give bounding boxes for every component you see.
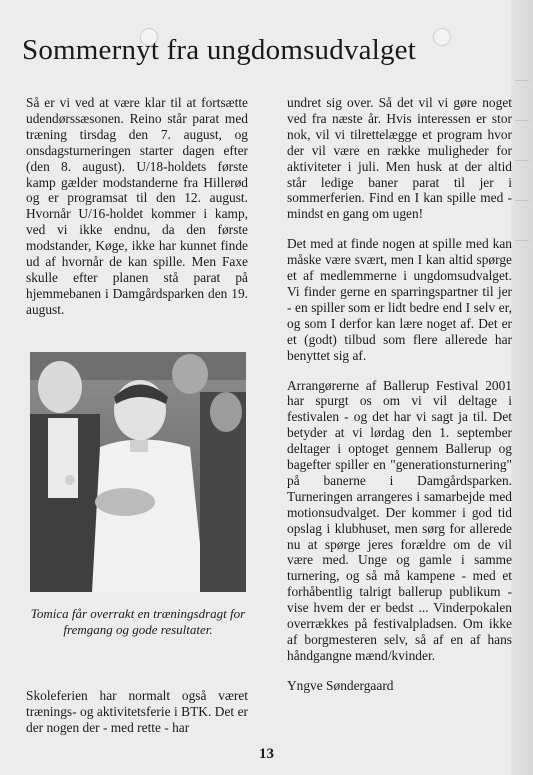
page-number: 13 (259, 746, 274, 762)
bleed-line (515, 240, 529, 241)
adjacent-page-edge (511, 0, 533, 775)
photo-caption: Tomica får overrakt en træningsdragt for fremgang og gode resultater. (30, 606, 246, 637)
bleed-line (515, 200, 529, 201)
paragraph: Så er vi ved at være klar til at fortsætte udendørssæsonen. Reino står parat med træning tirsdag den 7. august, og onsdagsturneringen starter dagen efter (den 8. august). U/18-holdets første kamp gælder modstanderne fra Hillerød og er programsat til den 12. august. Hvornår U/16-holdet kommer i kamp, ved vi ikke endnu, da den første modstander, Køge, ikke har kunnet finde ud af hvornår de kan spille. Men Faxe skulle efter planen stå parat på hjemmebanen i Damgårdsparken den 19. august. (26, 95, 248, 317)
bleed-line (515, 80, 529, 81)
photo (30, 352, 246, 592)
left-column-bottom (26, 688, 248, 736)
page-title: Sommernyt fra ungdomsudvalget (22, 34, 417, 66)
left-column (26, 95, 248, 332)
paragraph: undret sig over. Så det vil vi gøre noget ved fra næste år. Hvis interessen er stor nok, vil vi tilrettelægge et program hvor der vil være en række muligheder for aktiviteter i juli. Men husk at der altid står ledige baner parat til jer i sommerferien. Find en I kan spille med - mindst en gang om ugen! (287, 95, 512, 222)
binder-hole (433, 28, 451, 46)
right-column (287, 95, 512, 708)
bleed-line (515, 120, 529, 121)
photo-illustration (30, 352, 246, 592)
paragraph: Arrangørerne af Ballerup Festival 2001 har spurgt os om vi vil deltage i festivalen - og det har vi sagt ja til. Det betyder at vi lørdag den 1. september deltager i optoget gennem Ballerup og bagefter spiller en "generationsturnering" på banerne i Damgårdsparken. Turneringen arrangeres i samarbejde med motionsudvalget. Der kommer i god tid opslag i klubhuset, men sørg for allerede nu at spørge jeres forældre om de vil være med. Unge og gamle i samme turnering, og så må kampene - med et forhåbentlig talrigt ballerup publikum - vise hvem der er bedst ... Vinderpokalen overrækkes på festivalpladsen. Om ikke af borgmesteren selv, så af en af hans håndgangne mænd/kvinder. (287, 377, 512, 663)
bleed-line (515, 160, 529, 161)
paragraph: Det med at finde nogen at spille med kan måske være svært, men I kan altid spørge et af medlemmerne i ungdomsudvalget. Vi finder gerne en sparringspartner til jer - en spiller som er lidt bedre end I selv er, og som I derfor kan lære noget af. Det er et (godt) tilbud som flere allerede har benyttet sig af. (287, 236, 512, 363)
signature: Yngve Søndergaard (287, 677, 394, 693)
paragraph: Skoleferien har normalt også været trænings- og aktivitetsferie i BTK. Det er der nogen der - med rette - har (26, 688, 248, 735)
